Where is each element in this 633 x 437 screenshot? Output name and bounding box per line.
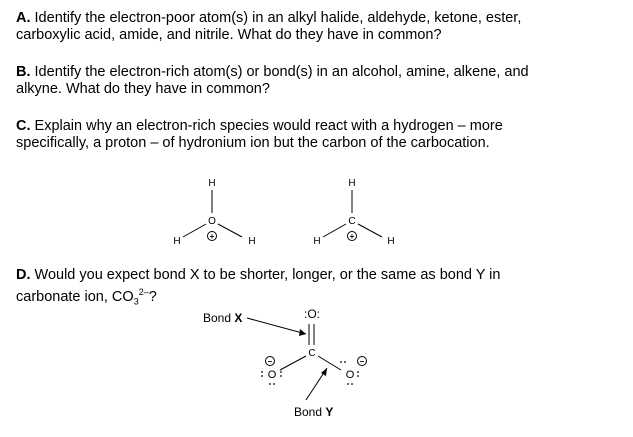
carbonate-right-oxygen: O — [345, 369, 355, 381]
bond-x-label: Bond — [203, 311, 235, 325]
hydronium-h-left: H — [173, 236, 181, 247]
carbonate-left-oxygen: O — [267, 369, 277, 381]
carbocation-h-top: H — [348, 178, 356, 189]
question-d-line1: Would you expect bond X to be shorter, longer, or the same as bond Y in — [34, 267, 501, 283]
bond-y-arrowhead-icon — [321, 368, 327, 376]
carbocation-bond-right — [358, 224, 382, 237]
question-b-line2: alkyne. What do they have in common? — [16, 81, 270, 97]
carbonate-right-charge-sign: – — [359, 357, 365, 366]
question-b-label: B. — [16, 64, 31, 80]
question-c-label: C. — [16, 118, 31, 134]
question-c-line1: Explain why an electron-rich species would react with a hydrogen – more — [34, 118, 503, 134]
question-d-line2-suffix: ? — [148, 288, 157, 305]
bond-x-letter: X — [234, 311, 243, 325]
carbocation-carbon: C — [348, 216, 356, 227]
question-d-label: D. — [16, 267, 31, 283]
question-a-line2: carboxylic acid, amide, and nitrile. What do they have in common? — [16, 27, 442, 43]
bond-x-pointer-line — [247, 318, 306, 334]
hydronium-bond-left — [183, 224, 206, 237]
carbonate-top-oxygen: :O: — [303, 307, 321, 321]
hydronium-charge-sign: + — [209, 232, 215, 241]
question-d-line2-prefix: carbonate ion, CO — [16, 288, 134, 305]
hydronium-h-right: H — [248, 236, 256, 247]
carbonate-left-charge-sign: – — [267, 357, 273, 366]
question-b-line1: Identify the electron-rich atom(s) or bond(s) in an alcohol, amine, alkene, and — [34, 64, 529, 80]
carbonate-structure — [203, 307, 367, 419]
carbocation-h-right: H — [387, 236, 395, 247]
hydronium-structure — [173, 178, 255, 247]
carbocation-h-left: H — [313, 236, 321, 247]
bond-y-label-group — [294, 405, 333, 419]
question-d-superscript: 2– — [138, 287, 149, 297]
carbonate-bond-left — [280, 356, 306, 370]
carbonate-carbon: C — [308, 348, 316, 359]
hydronium-bond-right — [218, 224, 242, 237]
carbonate-bond-right — [318, 356, 341, 370]
hydronium-oxygen: O — [208, 216, 216, 227]
carbocation-bond-left — [323, 224, 346, 237]
question-a-line1: Identify the electron-poor atom(s) in an alkyl halide, aldehyde, ketone, ester, — [34, 10, 522, 26]
carbocation-charge-sign: + — [349, 232, 355, 241]
hydronium-h-top: H — [208, 178, 216, 189]
bond-x-arrowhead-icon — [299, 329, 306, 336]
question-c-line2: specifically, a proton – of hydronium ion but the carbon of the carbocation. — [16, 135, 490, 151]
carbocation-structure — [313, 178, 394, 247]
question-a-label: A. — [16, 10, 31, 26]
bond-x-label-group — [203, 311, 242, 325]
bond-y-letter: Y — [325, 405, 334, 419]
bond-y-label: Bond — [294, 405, 326, 419]
question-d-subscript: 3 — [133, 296, 139, 307]
